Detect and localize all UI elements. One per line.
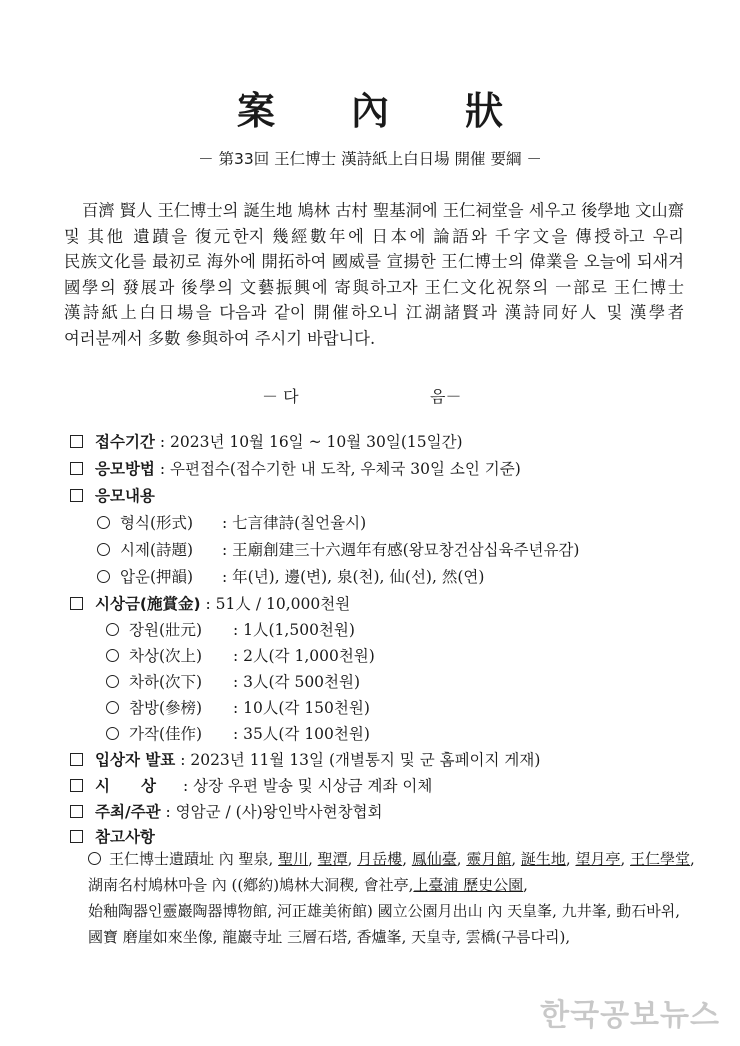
contents-item-value: : 七言律詩(칠언율시) — [222, 514, 367, 532]
note-underlined: 望月亭 — [575, 850, 621, 868]
prize-item-label: 장원(壯元) — [129, 621, 203, 639]
note-text: , — [402, 850, 412, 868]
award-row — [70, 774, 432, 796]
document-title — [0, 80, 740, 135]
circle-bullet-icon — [106, 727, 119, 740]
note-underlined: 靈月館 — [466, 850, 512, 868]
checkbox-icon — [70, 753, 83, 766]
contents-item — [97, 538, 579, 560]
prize-item-label: 차상(次上) — [129, 647, 203, 665]
checkbox-icon — [70, 805, 83, 818]
note-text: , — [456, 850, 467, 868]
method-row — [70, 457, 521, 479]
announce-row — [70, 748, 540, 770]
note-text: , — [511, 850, 521, 868]
checkbox-icon — [70, 597, 83, 610]
checkbox-icon — [70, 830, 83, 843]
circle-bullet-icon — [97, 516, 110, 529]
method-value: : 우편접수(접수기한 내 도착, 우체국 30일 소인 기준) — [159, 460, 521, 478]
prize-item — [106, 670, 360, 692]
contents-row — [70, 484, 155, 506]
note-underlined: 聖潭 — [317, 850, 348, 868]
note-underlined: 聖川 — [278, 850, 309, 868]
note-text: , 湖南名村鳩林마을 內 ((鄕約)鳩林大洞稧, 會社亭, — [88, 850, 695, 894]
note-text: 王仁博士遺蹟址 內 聖泉, — [109, 850, 279, 868]
reference-row — [70, 825, 155, 847]
host-value: : 영암군 / (사)왕인박사현창협회 — [165, 803, 383, 821]
prize-item — [106, 722, 370, 744]
note-text: , — [565, 850, 576, 868]
note-text: , 始釉陶器인靈巖陶器博物館, 河正雄美術館) 國立公園月出山 內 天皇峯, 九井峯, 動石바위, 國寶 磨崖如來坐像, 龍巖寺址 三層石塔, 香爐峯, 天皇寺, 雲橋(구름다리), — [88, 876, 681, 946]
prize-value: : 51人 / 10,000천원 — [205, 595, 351, 613]
prize-item-label: 차하(次下) — [129, 673, 203, 691]
circle-bullet-icon — [88, 852, 101, 865]
prize-item-value: : 10人(각 150천원) — [233, 699, 370, 717]
note-text: , — [620, 850, 631, 868]
checkbox-icon — [70, 462, 83, 475]
announce-value: : 2023년 11월 13일 (개별통지 및 군 홈페이지 게재) — [180, 751, 541, 769]
note-underlined: 鳳仙臺 — [411, 850, 457, 868]
checkbox-icon — [70, 489, 83, 502]
circle-bullet-icon — [106, 649, 119, 662]
title-char-2: 內 — [350, 88, 389, 133]
reception-label: 접수기간 — [95, 433, 155, 451]
award-label: 시 상 — [95, 777, 156, 795]
intro-paragraph: 百濟 賢人 王仁博士의 誕生地 鳩林 古村 聖基洞에 王仁祠堂을 세우고 後學地 文山齋 및 其他 遺蹟을 復元한지 幾經數年에 日本에 論語와 千字文을 傳授하고 우리 民族文化를 最初로 海外에 開拓하여 國威를 宣揚한 王仁博士의 偉業을 오늘에 되새겨 國學의 發展과 後學의 文藝振興에 寄與하고자 王仁文化祝祭의 一部로 王仁博士 漢詩紙上白日場을 다음과 같이 開催하오니 江湖諸賢과 漢詩同好人 및 漢學者 여러분께서 多數 參與하여 주시기 바랍니다. — [64, 201, 684, 348]
contents-item — [97, 511, 366, 533]
contents-label: 응모내용 — [95, 487, 155, 505]
circle-bullet-icon — [97, 570, 110, 583]
reference-note — [88, 846, 703, 950]
daum-right: 음－ — [430, 387, 462, 406]
contents-item-label: 시제(詩題) — [120, 541, 194, 559]
circle-bullet-icon — [106, 623, 119, 636]
circle-bullet-icon — [97, 543, 110, 556]
daum-left: － 다 — [262, 387, 299, 406]
prize-item-value: : 3人(각 500천원) — [233, 673, 361, 691]
title-char-1: 案 — [236, 88, 275, 133]
prize-item-value: : 2人(각 1,000천원) — [233, 647, 375, 665]
prize-item-label: 참방(參榜) — [129, 699, 203, 717]
host-label: 주최/주관 — [95, 803, 161, 821]
contents-item-label: 형식(形式) — [120, 514, 194, 532]
contents-item-value: : 年(년), 邊(변), 泉(천), 仙(선), 然(연) — [222, 568, 485, 586]
reference-label: 참고사항 — [95, 828, 155, 846]
award-value: : 상장 우편 발송 및 시상금 계좌 이체 — [183, 777, 433, 795]
reception-value: : 2023년 10월 16일 ~ 10월 30일(15일간) — [159, 433, 463, 451]
note-underlined: 王仁學堂 — [630, 850, 691, 868]
document-subtitle: － 第33回 王仁博士 漢詩紙上白日場 開催 要綱 － — [198, 150, 542, 168]
prize-row — [70, 592, 350, 614]
prize-item — [106, 618, 355, 640]
prize-item-value: : 35人(각 100천원) — [233, 725, 370, 743]
note-text: , — [308, 850, 318, 868]
prize-item-value: : 1人(1,500천원) — [233, 621, 355, 639]
watermark-logo: 한국공보뉴스 — [540, 998, 720, 1033]
announce-label: 입상자 발표 — [95, 751, 176, 769]
contents-item — [97, 565, 484, 587]
reception-row — [70, 430, 463, 452]
circle-bullet-icon — [106, 675, 119, 688]
host-row — [70, 800, 383, 822]
checkbox-icon — [70, 779, 83, 792]
prize-item-label: 가작(佳作) — [129, 725, 203, 743]
note-underlined: 誕生地 — [520, 850, 566, 868]
checkbox-icon — [70, 435, 83, 448]
prize-item — [106, 644, 375, 666]
note-underlined: 上臺浦 歷史公園 — [413, 876, 524, 894]
contents-item-label: 압운(押韻) — [120, 568, 194, 586]
prize-item — [106, 696, 370, 718]
method-label: 응모방법 — [95, 460, 155, 478]
note-underlined: 月岳樓 — [357, 850, 403, 868]
note-text: , — [347, 850, 358, 868]
prize-label: 시상금(施賞金) — [95, 595, 201, 613]
title-char-3: 狀 — [465, 88, 504, 133]
contents-item-value: : 王廟創建三十六週年有感(왕묘창건삼십육주년유감) — [222, 541, 580, 559]
circle-bullet-icon — [106, 701, 119, 714]
